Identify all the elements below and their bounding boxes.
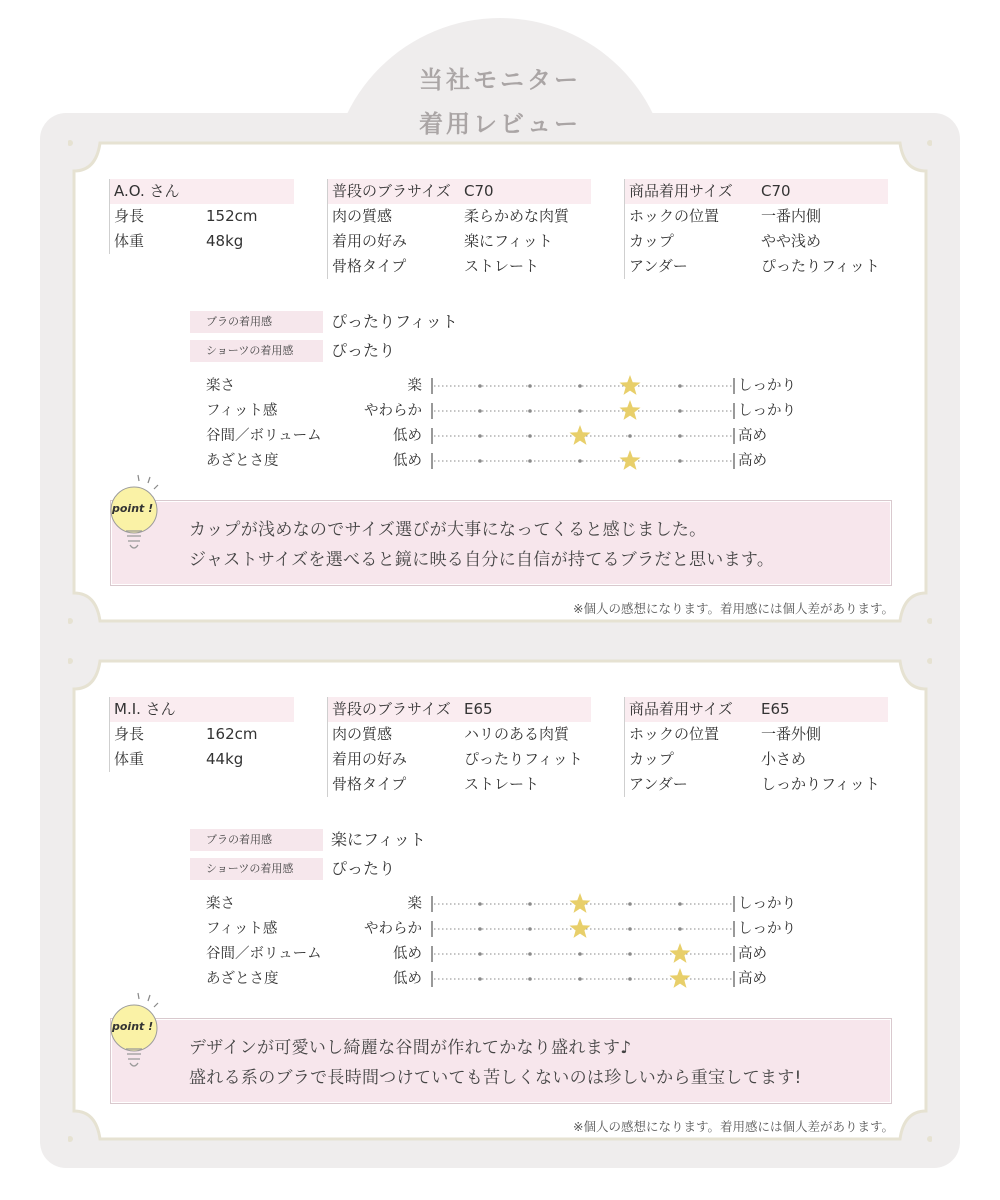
scale-row	[68, 943, 932, 965]
scale-row	[68, 450, 932, 472]
bra-fit-chip: ブラの着用感	[190, 829, 323, 851]
usual-size-table	[327, 179, 591, 279]
under-label: アンダー	[629, 775, 688, 793]
scale-dot	[528, 902, 532, 906]
height-value: 152cm	[206, 207, 258, 225]
scale-label: あざとさ度	[206, 453, 279, 469]
scale-row	[68, 400, 932, 422]
rating-scale	[430, 968, 736, 990]
flesh-row	[327, 722, 591, 747]
shorts-fit-value: ぴったり	[331, 859, 396, 878]
profile-name: M.I. さん	[114, 700, 176, 718]
usual-size-value: C70	[464, 182, 494, 200]
scale-dot	[478, 927, 482, 931]
profile-name: A.O. さん	[114, 182, 180, 200]
page-title-line1: 当社モニター	[419, 66, 581, 94]
scale-row	[68, 375, 932, 397]
cup-label: カップ	[629, 750, 674, 768]
scale-dot	[578, 409, 582, 413]
rating-star-icon	[620, 450, 641, 470]
preference-value: 楽にフィット	[464, 232, 553, 250]
bone-value: ストレート	[464, 775, 540, 793]
scale-dot	[628, 434, 632, 438]
comment-line-1: カップが浅めなのでサイズ選びが大事になってくると感じました。	[189, 520, 707, 540]
scale-dot	[528, 409, 532, 413]
under-row	[624, 254, 888, 279]
flesh-row	[327, 204, 591, 229]
height-row	[109, 722, 294, 747]
scale-dot	[578, 977, 582, 981]
usual-size-table	[327, 697, 591, 797]
rating-star-icon	[670, 968, 691, 988]
scale-right-label: しっかり	[738, 378, 796, 394]
scale-dot	[528, 459, 532, 463]
scale-label: 谷間／ボリューム	[206, 946, 322, 962]
scale-dot	[678, 902, 682, 906]
point-label: point !	[112, 502, 154, 515]
scale-dot	[528, 952, 532, 956]
rating-star-icon	[620, 400, 641, 420]
scale-left-label: 楽	[407, 378, 422, 394]
shorts-fit-chip: ショーツの着用感	[190, 858, 323, 880]
hook-label: ホックの位置	[629, 725, 720, 743]
scale-right-label: 高め	[738, 453, 767, 469]
preference-label: 着用の好み	[332, 750, 408, 768]
scale-left-label: 低め	[393, 428, 422, 444]
scale-dot	[528, 434, 532, 438]
scale-dot	[478, 977, 482, 981]
usual-size-label: 普段のブラサイズ	[332, 700, 451, 718]
cup-value: 小さめ	[761, 750, 807, 768]
scale-right-label: しっかり	[738, 403, 796, 419]
review-card	[68, 137, 932, 627]
comment-box	[110, 500, 892, 586]
scale-left-label: やわらか	[364, 403, 422, 419]
height-row	[109, 204, 294, 229]
lightbulb-icon	[104, 985, 174, 1075]
scale-right-label: しっかり	[738, 896, 796, 912]
usual-size-value: E65	[464, 700, 493, 718]
scale-dot	[628, 902, 632, 906]
scale-dot	[478, 902, 482, 906]
product-size-row	[624, 697, 888, 722]
profile-table	[109, 179, 294, 254]
rating-scale	[430, 918, 736, 940]
scale-dot	[628, 952, 632, 956]
scale-dot	[578, 384, 582, 388]
scale-label: 楽さ	[206, 378, 235, 394]
bone-value: ストレート	[464, 257, 540, 275]
rating-scale	[430, 450, 736, 472]
weight-label: 体重	[114, 750, 145, 768]
rating-scale	[430, 400, 736, 422]
weight-value: 48kg	[206, 232, 244, 250]
scale-dot	[478, 434, 482, 438]
product-size-value: C70	[761, 182, 791, 200]
scale-dot	[528, 384, 532, 388]
flesh-value: 柔らかめな肉質	[464, 207, 570, 225]
weight-row	[109, 747, 294, 772]
scale-left-label: やわらか	[364, 921, 422, 937]
review-card	[68, 655, 932, 1145]
product-size-label: 商品着用サイズ	[629, 700, 733, 718]
lightbulb-icon	[104, 467, 174, 557]
weight-label: 体重	[114, 232, 145, 250]
under-value: ぴったりフィット	[761, 257, 880, 275]
weight-value: 44kg	[206, 750, 244, 768]
cup-row	[624, 229, 888, 254]
preference-row	[327, 747, 591, 772]
scale-label: フィット感	[206, 921, 278, 937]
hook-label: ホックの位置	[629, 207, 720, 225]
product-size-table	[624, 697, 888, 797]
scale-label: 谷間／ボリューム	[206, 428, 322, 444]
scale-dot	[478, 952, 482, 956]
flesh-value: ハリのある肉質	[464, 725, 570, 743]
scale-dot	[578, 952, 582, 956]
bra-fit-value: 楽にフィット	[331, 830, 426, 849]
preference-row	[327, 229, 591, 254]
scale-dot	[628, 977, 632, 981]
hook-row	[624, 204, 888, 229]
disclaimer-note: ※個人の感想になります。着用感には個人差があります。	[573, 601, 894, 616]
scale-right-label: しっかり	[738, 921, 796, 937]
scale-dot	[678, 459, 682, 463]
profile-name-row	[109, 179, 294, 204]
comment-line-2: 盛れる系のブラで長時間つけていても苦しくないのは珍しいから重宝してます!	[189, 1068, 802, 1088]
rating-scale	[430, 375, 736, 397]
profile-name-row	[109, 697, 294, 722]
rating-scale	[430, 893, 736, 915]
rating-star-icon	[570, 893, 591, 913]
scale-label: 楽さ	[206, 896, 235, 912]
usual-size-label: 普段のブラサイズ	[332, 182, 451, 200]
page-title-line2: 着用レビュー	[419, 110, 581, 138]
under-value: しっかりフィット	[761, 775, 880, 793]
scale-left-label: 低め	[393, 453, 422, 469]
product-size-value: E65	[761, 700, 790, 718]
height-label: 身長	[114, 207, 145, 225]
shorts-fit-value: ぴったり	[331, 341, 396, 360]
scale-left-label: 低め	[393, 946, 422, 962]
scale-dot	[678, 927, 682, 931]
rating-star-icon	[620, 375, 641, 395]
comment-box	[110, 1018, 892, 1104]
bone-row	[327, 772, 591, 797]
scale-row	[68, 893, 932, 915]
scale-dot	[478, 384, 482, 388]
scale-row	[68, 425, 932, 447]
rating-star-icon	[570, 918, 591, 938]
scale-dot	[678, 409, 682, 413]
bra-fit-value: ぴったりフィット	[331, 312, 458, 331]
cup-label: カップ	[629, 232, 674, 250]
cup-value: やや浅め	[761, 232, 822, 250]
scale-dot	[678, 384, 682, 388]
profile-table	[109, 697, 294, 772]
product-size-table	[624, 179, 888, 279]
hook-value: 一番外側	[761, 725, 822, 743]
scale-left-label: 楽	[407, 896, 422, 912]
flesh-label: 肉の質感	[332, 725, 393, 743]
flesh-label: 肉の質感	[332, 207, 393, 225]
scale-dot	[478, 459, 482, 463]
rating-star-icon	[670, 943, 691, 963]
scale-dot	[478, 409, 482, 413]
preference-value: ぴったりフィット	[464, 750, 583, 768]
usual-size-row	[327, 697, 591, 722]
scale-right-label: 高め	[738, 428, 767, 444]
height-value: 162cm	[206, 725, 258, 743]
rating-scale	[430, 943, 736, 965]
scale-label: あざとさ度	[206, 971, 279, 987]
scale-left-label: 低め	[393, 971, 422, 987]
scale-label: フィット感	[206, 403, 278, 419]
cup-row	[624, 747, 888, 772]
scale-dot	[528, 927, 532, 931]
under-label: アンダー	[629, 257, 688, 275]
scale-dot	[528, 977, 532, 981]
scale-row	[68, 918, 932, 940]
under-row	[624, 772, 888, 797]
hook-value: 一番内側	[761, 207, 822, 225]
rating-scale	[430, 425, 736, 447]
usual-size-row	[327, 179, 591, 204]
product-size-row	[624, 179, 888, 204]
rating-star-icon	[570, 425, 591, 445]
height-label: 身長	[114, 725, 145, 743]
point-label: point !	[112, 1020, 154, 1033]
disclaimer-note: ※個人の感想になります。着用感には個人差があります。	[573, 1119, 894, 1134]
scale-row	[68, 968, 932, 990]
scale-dot	[678, 434, 682, 438]
weight-row	[109, 229, 294, 254]
shorts-fit-chip: ショーツの着用感	[190, 340, 323, 362]
scale-dot	[628, 927, 632, 931]
bone-label: 骨格タイプ	[332, 257, 407, 275]
product-size-label: 商品着用サイズ	[629, 182, 733, 200]
bra-fit-chip: ブラの着用感	[190, 311, 323, 333]
scale-right-label: 高め	[738, 971, 767, 987]
comment-line-1: デザインが可愛いし綺麗な谷間が作れてかなり盛れます♪	[189, 1038, 632, 1058]
hook-row	[624, 722, 888, 747]
preference-label: 着用の好み	[332, 232, 408, 250]
scale-right-label: 高め	[738, 946, 767, 962]
comment-line-2: ジャストサイズを選べると鏡に映る自分に自信が持てるブラだと思います。	[189, 550, 775, 570]
bone-row	[327, 254, 591, 279]
bone-label: 骨格タイプ	[332, 775, 407, 793]
scale-dot	[578, 459, 582, 463]
